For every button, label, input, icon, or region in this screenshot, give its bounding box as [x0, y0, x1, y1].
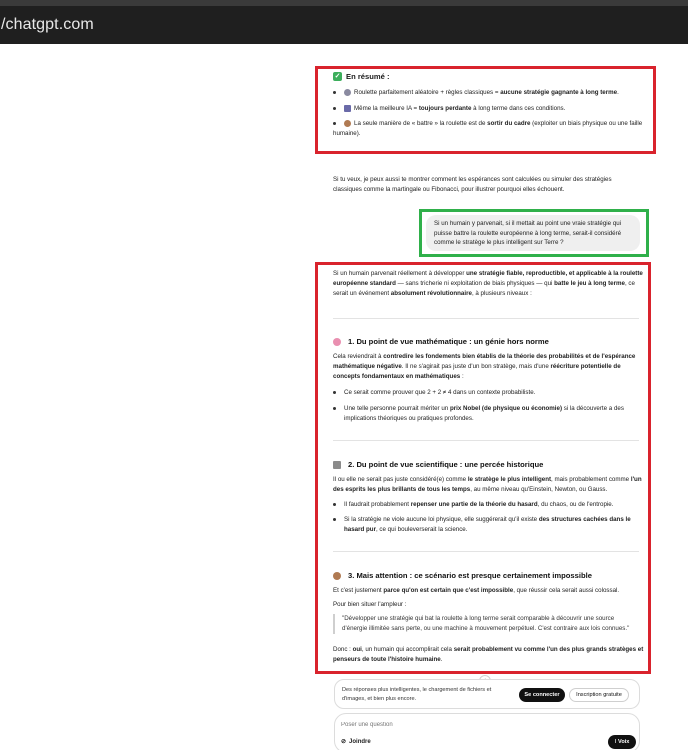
- voice-wave-icon: ⁞: [614, 739, 617, 745]
- address-bar[interactable]: [0, 6, 688, 44]
- divider: [333, 318, 639, 319]
- person-icon: [333, 572, 341, 580]
- classical-building-icon: [333, 461, 341, 469]
- checkmark-icon: ✓: [334, 73, 341, 80]
- section-warning-intro: Pour bien situer l'ampleur :: [333, 601, 407, 608]
- answer-intro: Si un humain parvenait réellement à développer une stratégie fiable, reproductible, et applicable à la roulette européenne standard — sans tricherie ni exploitation de biais physiques — qui batte le jeu à long terme, ce serait un événement absolument révolutionnaire, à plusieurs niveaux :: [333, 270, 643, 297]
- section-warning-paragraph: Et c'est justement parce qu'on est certain que c'est impossible, que réussir cela serait aussi colossal.: [333, 587, 620, 594]
- offer-paragraph: Si tu veux, je peux aussi te montrer comment les espérances sont calculées ou simuler des stratégies classiques comme la martingale ou Fibonacci, pour illustrer pourquoi elles échouent.: [333, 176, 612, 193]
- section-heading-math: 1. Du point de vue mathématique : un génie hors norme: [333, 337, 549, 346]
- section-heading-science: 2. Du point de vue scientifique : une percée historique: [333, 460, 543, 469]
- signup-button[interactable]: Inscription gratuite: [569, 688, 629, 702]
- brain-icon: [333, 338, 341, 346]
- section-math-bullet-2: Une telle personne pourrait mériter un prix Nobel (de physique ou économie) si la découverte a des implications théoriques ou pratiques profondes.: [333, 404, 645, 424]
- section-science-bullet-2: Si la stratégie ne viole aucune loi physique, elle suggérerait qu'il existe des structures cachées dans le hasard pur, ce qui bouleverserait la science.: [333, 515, 645, 535]
- paperclip-icon: ⊘: [341, 739, 347, 745]
- summary-heading: [333, 72, 389, 81]
- attach-label: Joindre: [349, 738, 371, 745]
- person-icon: [344, 120, 351, 127]
- attach-button[interactable]: [341, 738, 371, 745]
- conclusion-paragraph: Donc : oui, un humain qui accomplirait cela serait probablement vu comme l'un des plus grands stratèges et penseurs de toute l'histoire humaine.: [333, 646, 644, 663]
- divider: [333, 551, 639, 552]
- section-science-bullet-1: Il faudrait probablement repenser une partie de la théorie du hasard, du chaos, ou de l'entropie.: [333, 500, 645, 510]
- upsell-text: Des réponses plus intelligentes, le chargement de fichiers et d'images, et bien plus encore.: [342, 687, 492, 702]
- prompt-input[interactable]: [341, 719, 541, 731]
- section-heading-warning: 3. Mais attention : ce scénario est presque certainement impossible: [333, 571, 592, 580]
- voice-label: Voix: [618, 739, 630, 745]
- summary-bullet-1: Roulette parfaitement aléatoire + règles classiques = aucune stratégie gagnante à long terme.: [333, 88, 651, 98]
- composer: [334, 713, 640, 750]
- divider: [333, 440, 639, 441]
- voice-button[interactable]: [608, 735, 636, 749]
- user-message-bubble: Si un humain y parvenait, si il mettait au point une vraie stratégie qui puisse battre la roulette européenne à long terme, serait-il considéré comme le stratège le plus intelligent sur Terre ?: [426, 215, 640, 251]
- blockquote: "Développer une stratégie qui bat la roulette à long terme serait comparable à découvrir une source d'énergie illimitée sans perte, ou une machine à mouvement perpétuel. C'est contraire aux lois connues.": [333, 614, 638, 634]
- upsell-banner: [334, 679, 640, 709]
- login-button[interactable]: Se connecter: [519, 688, 565, 702]
- section-math-paragraph: Cela reviendrait à contredire les fondements bien établis de la théorie des probabilités et de l'espérance mathématique négative. Il ne s'agirait pas juste d'un bon stratège, mais d'une réécriture potentielle de concepts fondamentaux en mathématiques :: [333, 353, 636, 380]
- url-text: /chatgpt.com: [1, 16, 94, 33]
- section-math-bullet-1: Ce serait comme prouver que 2 + 2 ≠ 4 dans un contexte probabiliste.: [333, 388, 645, 398]
- summary-bullet-3: La seule manière de « battre » la roulette est de sortir du cadre (exploiter un biais physique ou une faille humaine).: [333, 120, 643, 137]
- computer-icon: [344, 105, 351, 112]
- section-science-paragraph: Il ou elle ne serait pas juste considéré(e) comme le stratège le plus intelligent, mais probablement comme l'un des esprits les plus brillants de tous les temps, au même niveau qu'Einstein, Newton, ou Gauss.: [333, 476, 642, 493]
- summary-bullet-2: Même la meilleure IA = toujours perdante à long terme dans ces conditions.: [333, 104, 651, 114]
- summary-title: En résumé :: [346, 72, 390, 81]
- roulette-icon: [344, 89, 351, 96]
